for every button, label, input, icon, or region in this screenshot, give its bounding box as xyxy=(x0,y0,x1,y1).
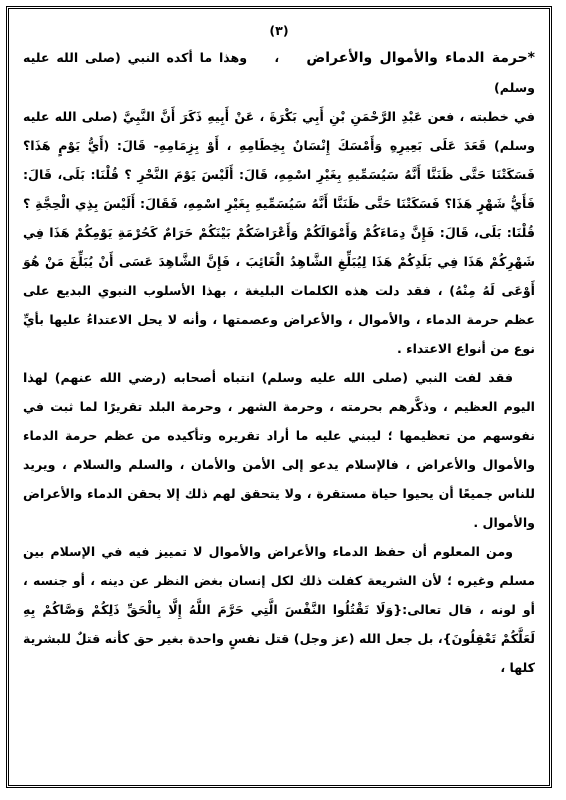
paragraph-hadith: في خطبته ، فعن عَبْدِ الرَّحْمَنِ بْنِ أَبِي بَكْرَةَ ، عَنْ أَبِيهِ ذَكَرَ أَنَّ النَّبِيَّ (صلى الله عليه وسلم) قَعَدَ عَلَى بَعِيرِهِ وَأَمْسَكَ إِنْسَانٌ بِخِطَامِهِ ، أَوْ بِزِمَامِهِ- قَالَ: (أَيُّ يَوْمٍ هَذَا؟ فَسَكَتْنَا حَتَّى ظَنَنَّا أَنَّهُ سَيُسَمِّيهِ بِغَيْرِ اسْمِهِ، قَالَ: أَلَيْسَ يَوْمَ النَّحْرِ ؟ قُلْنَا: بَلَى، قَالَ: فَأَيُّ شَهْرٍ هَذَا؟ فَسَكَتْنَا حَتَّى ظَنَنَّا أَنَّهُ سَيُسَمِّيهِ بِغَيْرِ اسْمِهِ، فَقَالَ: أَلَيْسَ بِذِي الْحِجَّةِ ؟ قُلْنَا: بَلَى، قَالَ: فَإِنَّ دِمَاءَكُمْ وَأَمْوَالَكُمْ وَأَعْرَاضَكُمْ بَيْنَكُمْ حَرَامٌ كَحُرْمَةِ يَوْمِكُمْ هَذَا فِي شَهْرِكُمْ هَذَا فِي بَلَدِكُمْ هَذَا لِيُبَلِّغِ الشَّاهِدُ الْغَائِبَ ، فَإِنَّ الشَّاهِدَ عَسَى أَنْ يُبَلِّغَ مَنْ هُوَ أَوْعَى لَهُ مِنْهُ) ، فقد دلت هذه الكلمات البليغة ، بهذا الأسلوب النبوي البديع على عظم حرمة الدماء ، والأموال ، والأعراض وعصمتها ، وأنه لا يحل الاعتداءُ عليها بأيِّ نوع من أنواع الاعتداء . xyxy=(23,109,535,356)
document-body xyxy=(9,9,549,682)
page-number: (٣) xyxy=(269,23,289,38)
heading-lead: وهذا ما أكده النبي (صلى الله عليه وسلم) xyxy=(23,50,535,95)
paragraph-protection: ومن المعلوم أن حفظ الدماء والأعراض والأموال لا تمييز فيه في الإسلام بين مسلم وغيره ؛ لأن الشريعة كفلت ذلك لكل إنسان بغض النظر عن دينه ، أو جنسه ، أو لونه ، قال تعالى:{وَلَا تَقْتُلُوا النَّفْسَ الَّتِي حَرَّمَ اللَّهُ إِلَّا بِالْحَقِّ ذَلِكُمْ وَصَّاكُمْ بِهِ لَعَلَّكُمْ تَعْقِلُونَ}، بل جعل الله (عز وجل) قتل نفسٍ واحدة بغير حق كأنه قتلٌ للبشرية كلها ، xyxy=(23,544,535,675)
section-heading: *حرمة الدماء والأموال والأعراض xyxy=(306,50,535,66)
document-page xyxy=(6,6,552,788)
paragraph-explanation: فقد لفت النبي (صلى الله عليه وسلم) انتباه أصحابه (رضي الله عنهم) لهذا اليوم العظيم ، وذكَّرهم بحرمته ، وحرمة الشهر ، وحرمة البلد تقريرًا لما ثبت في نفوسهم من تعظيمها ؛ ليبني عليه ما أراد تقريره وتأكيده من عظم حرمة الدماء والأموال والأعراض ، فالإسلام يدعو إلى الأمن والأمان ، والسلم والسلام ، ويريد للناس جميعًا أن يحيوا حياة مستقرة ، ولا يتحقق لهم ذلك إلا بحقن الدماء والأعراض والأموال . xyxy=(23,370,535,530)
heading-separator: ، xyxy=(274,50,280,65)
heading-line xyxy=(23,43,535,102)
